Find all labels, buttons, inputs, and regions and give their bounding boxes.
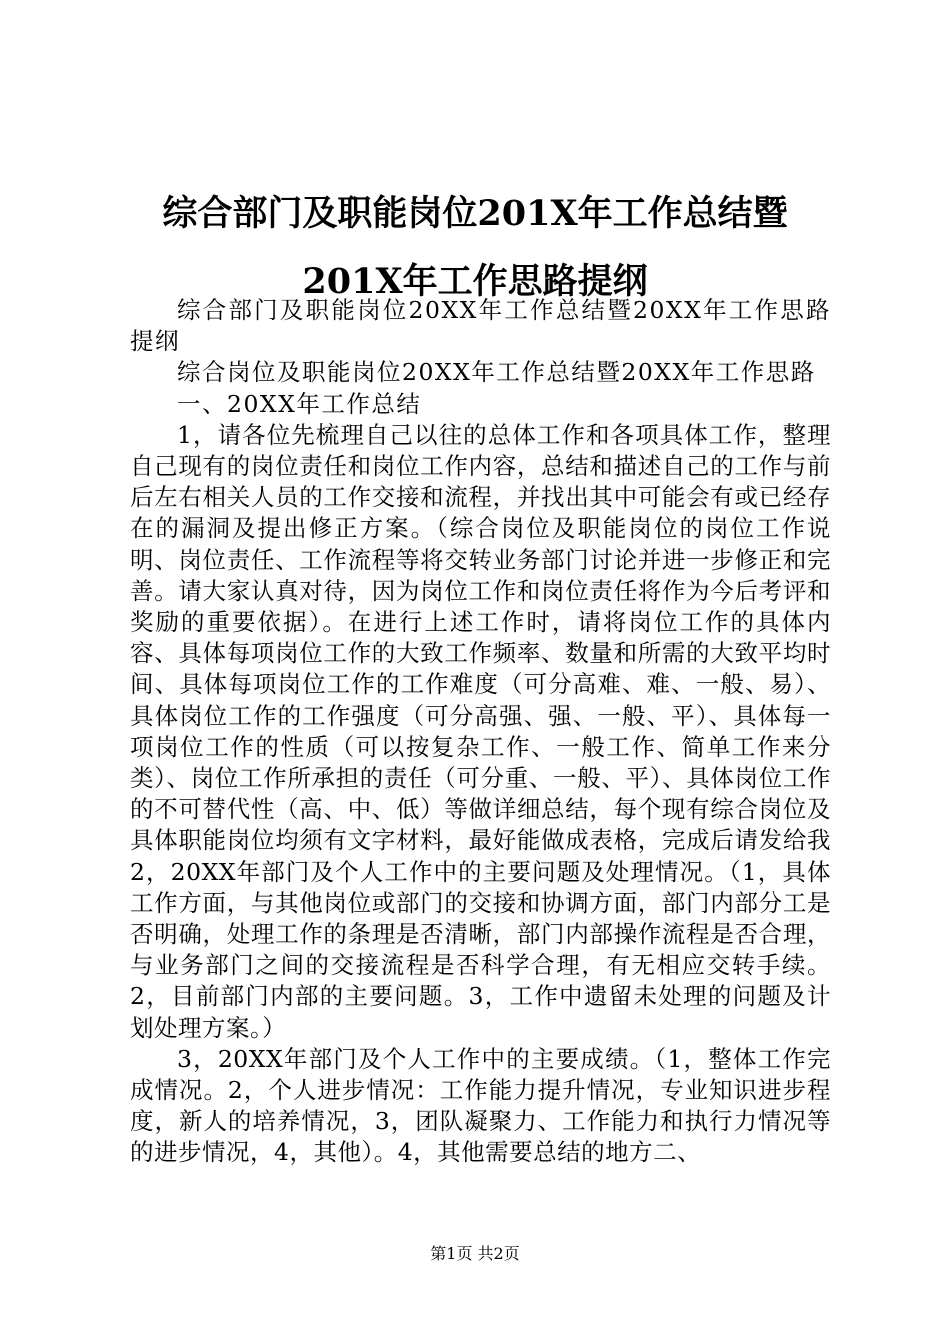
paragraph-subtitle: 综合部门及职能岗位20XX年工作总结暨20XX年工作思路提纲 — [130, 296, 831, 356]
document-title: 综合部门及职能岗位201X年工作总结暨201X年工作思路提纲 — [162, 193, 788, 302]
paragraph-heading-line: 综合岗位及职能岗位20XX年工作总结暨20XX年工作思路 — [177, 358, 816, 387]
section-heading: 一、20XX年工作总结 — [177, 389, 422, 418]
paragraph-item-1-2: 1，请各位先梳理自己以往的总体工作和各项具体工作，整理自己现有的岗位责任和岗位工作内容，总结和描述自己的工作与前后左右相关人员的工作交接和流程，并找出其中可能会有或已经存在的漏洞及提出修正方案。（综合岗位及职能岗位的岗位工作说明、岗位责任、工作流程等将交转业务部门讨论并进一步修正和完善。请大家认真对待，因为岗位工作和岗位责任将作为今后考评和奖励的重要依据）。在进行上述工作时，请将岗位工作的具体内容、具体每项岗位工作的大致工作频率、数量和所需的大致平均时间、具体每项岗位工作的工作难度（可分高难、难、一般、易）、具体岗位工作的工作强度（可分高强、强、一般、平）、具体每一项岗位工作的性质（可以按复杂工作、一般工作、简单工作来分类）、岗位工作所承担的责任（可分重、一般、平）、具体岗位工作的不可替代性（高、中、低）等做详细总结，每个现有综合岗位及具体职能岗位均须有文字材料，最好能做成表格，完成后请发给我2，20XX年部门及个人工作中的主要问题及处理情况。（1，具体工作方面，与其他岗位或部门的交接和协调方面，部门内部分工是否明确，处理工作的条理是否清晰，部门内部操作流程是否合理，与业务部门之间的交接流程是否科学合理，有无相应交转手续。2，目前部门内部的主要问题。3，工作中遗留未处理的问题及计划处理方案。） — [130, 420, 831, 1042]
document-body — [130, 295, 831, 1169]
page-number: 第1页 共2页 — [430, 1244, 520, 1263]
paragraph-item-3: 3，20XX年部门及个人工作中的主要成绩。（1，整体工作完成情况。2，个人进步情况：工作能力提升情况，专业知识进步程度，新人的培养情况，3，团队凝聚力、工作能力和执行力情况等的进步情况，4，其他）。4，其他需要总结的地方二、 — [130, 1044, 831, 1167]
